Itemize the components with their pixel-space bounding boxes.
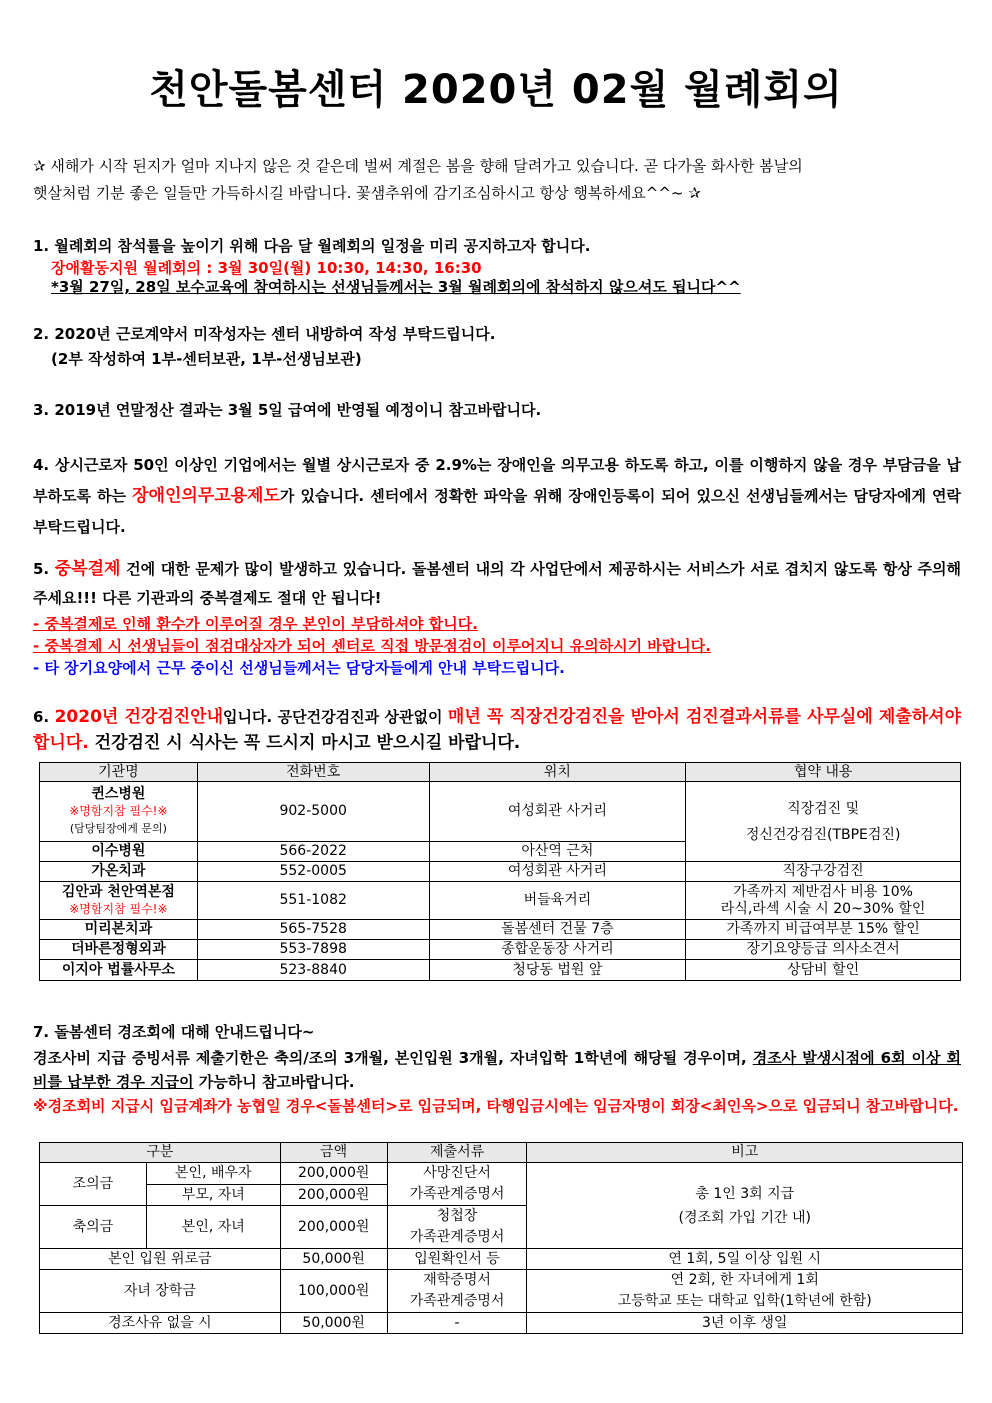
- item-3-text: 3. 2019년 연말정산 결과는 3월 5일 급여에 반영될 예정이니 참고바랍니다.: [33, 401, 542, 419]
- item-5-text: 건에 대한 문제가 많이 발생하고 있습니다. 돌봄센터 내의 각 사업단에서 제공하시는 서비스가 서로 겹치지 않도록 항상 주의해주세요!!! 다른 기관과의 중복결제도 절대 안 됩니다!: [33, 560, 961, 607]
- org-note: ※명함지참 필수!※: [69, 901, 168, 916]
- item-2: [33, 322, 961, 372]
- intro-greeting: [33, 153, 961, 207]
- org-name: 퀸스병원: [91, 786, 146, 802]
- col-header: 비고: [527, 1143, 963, 1163]
- phone-cell: 566-2022: [197, 842, 429, 862]
- location-cell: 버들육거리: [429, 882, 686, 920]
- item-4-text-a: 4. 상시근로자 50인 이상인 기업에서는 월별 상시근로자 중 2.9%는 장애인을 의무고용 하도록 하고, 이를 이행하지 않을 경우 부담금을 납부하도록 하는: [33, 456, 961, 505]
- deal-cell: 가족까지 비급여부분 15% 할인: [686, 920, 961, 940]
- item-7: [33, 1018, 961, 1118]
- note-cell: [527, 1270, 963, 1313]
- item-1-text: 1. 월례회의 참석률을 높이기 위해 다음 달 월례회의 일정을 미리 공지하고자 합니다.: [33, 237, 591, 255]
- item-5: [33, 555, 961, 679]
- doc-line: 청첩장: [436, 1208, 478, 1224]
- deal-line: 직장검진 및: [787, 800, 860, 817]
- item-4: [33, 450, 961, 543]
- item-7-underline: 경조사 발생시점에 6회 이상 회비를 납부한 경우 지급이: [33, 1049, 961, 1091]
- location-cell: 여성회관 사거리: [429, 782, 686, 842]
- deal-cell: [686, 782, 961, 862]
- page-title: 천안돌봄센터 2020년 02월 월례회의: [149, 67, 843, 113]
- table-row: [40, 1313, 963, 1334]
- note-cell: 3년 이후 생일: [527, 1313, 963, 1334]
- org-name: 이지아 법률사무소: [40, 960, 198, 981]
- table-row: [40, 782, 961, 842]
- col-header: 금액: [280, 1143, 387, 1163]
- location-cell: 여성회관 사거리: [429, 862, 686, 882]
- doc-line: 재학증명서: [423, 1272, 491, 1288]
- item-5-bullet-2: - 중복결제 시 선생님들이 점검대상자가 되어 센터로 직접 방문점검이 이루어지니 유의하시기 바랍니다.: [33, 637, 711, 655]
- note-line: 고등학교 또는 대학교 입학(1학년에 한함): [617, 1293, 872, 1309]
- col-header: 위치: [429, 763, 686, 782]
- item-7-text-c: 가능하니 참고바랍니다.: [193, 1073, 355, 1091]
- docs-cell: [387, 1270, 527, 1313]
- item-1-note: *3월 27일, 28일 보수교육에 참여하시는 선생님들께서는 3월 월례회의에 참석하지 않으셔도 됩니다^^: [51, 278, 741, 296]
- amount-cell: 100,000원: [280, 1270, 387, 1313]
- intro-line1: 새해가 시작 된지가 얼마 지나지 않은 것 같은데 벌써 계절은 봄을 향해 달려가고 있습니다. 곧 다가올 화사한 봄날의: [45, 157, 803, 175]
- amount-cell: 50,000원: [280, 1313, 387, 1334]
- location-cell: 돌봄센터 건물 7층: [429, 920, 686, 940]
- note-line: 총 1인 3회 지급: [695, 1185, 795, 1202]
- item-5-num: 5.: [33, 560, 55, 578]
- item-4-text-b: 가 있습니다. 센터에서 정확한 파악을 위해 장애인등록이 되어 있으신 선생님들께서는 담당자에게 연락 부탁드립니다.: [33, 487, 961, 536]
- deal-line: 라식,라섹 시술 시 20~30% 할인: [720, 900, 926, 917]
- item-5-bullet-3: - 타 장기요양에서 근무 중이신 선생님들께서는 담당자들에게 안내 부탁드립니다.: [33, 659, 565, 677]
- org-name: 이수병원: [40, 842, 198, 862]
- item-7-account-note: ※경조회비 지급시 입금계좌가 농협일 경우<돌봄센터>로 입금되며, 타행입금시에는 입금자명이 회장<최인옥>으로 입금되니 참고바랍니다.: [33, 1097, 959, 1115]
- item-2-text: 2. 2020년 근로계약서 미작성자는 센터 내방하여 작성 부탁드립니다.: [33, 325, 496, 343]
- col-header: 제출서류: [387, 1143, 527, 1163]
- org-name: 가온치과: [40, 862, 198, 882]
- star-icon: ✰: [33, 157, 46, 175]
- col-header: 구분: [40, 1143, 281, 1163]
- condolence-table: [39, 1142, 963, 1334]
- org-cell: [40, 782, 198, 842]
- phone-cell: 552-0005: [197, 862, 429, 882]
- note-line: 연 2회, 한 자녀에게 1회: [670, 1272, 819, 1288]
- docs-cell: -: [387, 1313, 527, 1334]
- table-row: [40, 862, 961, 882]
- item-6-text-b: 건강검진 시 식사는 꼭 드시지 마시고 받으시길 바랍니다.: [88, 733, 521, 753]
- location-cell: 청당동 법원 앞: [429, 960, 686, 981]
- deal-cell: [686, 882, 961, 920]
- docs-cell: [387, 1163, 527, 1206]
- org-note: (담당팀장에게 문의): [69, 822, 167, 835]
- phone-cell: 553-7898: [197, 940, 429, 960]
- table-row: [40, 1249, 963, 1270]
- col-header: 협약 내용: [686, 763, 961, 782]
- item-2-sub: (2부 작성하여 1부-센터보관, 1부-선생님보관): [51, 350, 362, 368]
- health-check-table: [39, 762, 961, 981]
- item-1-schedule: 장애활동지원 월례회의 : 3월 30일(월) 10:30, 14:30, 16:30: [51, 259, 482, 277]
- sub-cell: 본인, 배우자: [146, 1163, 280, 1185]
- deal-cell: 상담비 할인: [686, 960, 961, 981]
- category-cell: 축의금: [40, 1206, 147, 1249]
- item-6: [33, 704, 961, 756]
- deal-line: 정신건강검진(TBPE검진): [745, 826, 901, 843]
- deal-cell: 직장구강검진: [686, 862, 961, 882]
- col-header: 기관명: [40, 763, 198, 782]
- phone-cell: 565-7528: [197, 920, 429, 940]
- docs-cell: 입원확인서 등: [387, 1249, 527, 1270]
- item-3: [33, 398, 961, 423]
- org-note: ※명함지참 필수!※: [69, 804, 168, 818]
- item-4-highlight: 장애인의무고용제도: [132, 486, 280, 506]
- table-row: [40, 882, 961, 920]
- sub-cell: 본인, 자녀: [146, 1206, 280, 1249]
- deal-cell: 장기요양등급 의사소견서: [686, 940, 961, 960]
- doc-line: 사망진단서: [423, 1165, 491, 1181]
- item-6-highlight-1: 2020년 건강검진안내: [54, 707, 224, 727]
- table-row: [40, 1163, 963, 1185]
- table-row: [40, 940, 961, 960]
- phone-cell: 551-1082: [197, 882, 429, 920]
- doc-line: 가족관계증명서: [409, 1293, 505, 1309]
- location-cell: 아산역 근처: [429, 842, 686, 862]
- doc-line: 가족관계증명서: [409, 1186, 505, 1202]
- star-icon: ✰: [688, 184, 701, 202]
- org-cell: [40, 882, 198, 920]
- item-5-bullet-1: - 중복결제로 인해 환수가 이루어질 경우 본인이 부담하셔야 합니다.: [33, 615, 478, 633]
- item-6-num: 6.: [33, 708, 55, 726]
- sub-cell: 부모, 자녀: [146, 1185, 280, 1206]
- location-cell: 종합운동장 사거리: [429, 940, 686, 960]
- category-cell: 경조사유 없을 시: [40, 1313, 281, 1334]
- note-cell: [527, 1163, 963, 1249]
- doc-line: 가족관계증명서: [409, 1229, 505, 1245]
- table-row: [40, 920, 961, 940]
- intro-line2: 햇살처럼 기분 좋은 일들만 가득하시길 바랍니다. 꽃샘추위에 감기조심하시고 항상 행복하세요^^~: [33, 184, 689, 202]
- item-1: [33, 234, 961, 297]
- item-7-text: 7. 돌봄센터 경조회에 대해 안내드립니다~: [33, 1023, 315, 1041]
- category-cell: 본인 입원 위로금: [40, 1249, 281, 1270]
- org-name: 미리본치과: [40, 920, 198, 940]
- amount-cell: 200,000원: [280, 1185, 387, 1206]
- org-name: 더바른정형외과: [40, 940, 198, 960]
- category-cell: 조의금: [40, 1163, 147, 1206]
- item-5-highlight: 중복결제: [54, 559, 121, 579]
- item-6-highlight-2: 매년 꼭 직장건강검진을 받아서 검진결과서류를 사무실에 제출하셔야 합니다.: [33, 707, 962, 753]
- amount-cell: 200,000원: [280, 1206, 387, 1249]
- note-line: (경조회 가입 기간 내): [678, 1209, 811, 1226]
- amount-cell: 200,000원: [280, 1163, 387, 1185]
- phone-cell: 523-8840: [197, 960, 429, 981]
- org-name: 김안과 천안역본점: [61, 883, 175, 900]
- table-row: [40, 1270, 963, 1313]
- col-header: 전화번호: [197, 763, 429, 782]
- category-cell: 자녀 장학금: [40, 1270, 281, 1313]
- note-cell: 연 1회, 5일 이상 입원 시: [527, 1249, 963, 1270]
- item-7-text-a: 경조사비 지급 증빙서류 제출기한은 축의/조의 3개월, 본인입원 3개월, 자녀입학 1학년에 해당될 경우이며,: [33, 1049, 753, 1067]
- amount-cell: 50,000원: [280, 1249, 387, 1270]
- table-row: [40, 960, 961, 981]
- deal-line: 가족까지 제반검사 비용 10%: [733, 883, 913, 900]
- phone-cell: 902-5000: [197, 782, 429, 842]
- docs-cell: [387, 1206, 527, 1249]
- item-6-text-a: 입니다. 공단건강검진과 상관없이: [223, 708, 448, 726]
